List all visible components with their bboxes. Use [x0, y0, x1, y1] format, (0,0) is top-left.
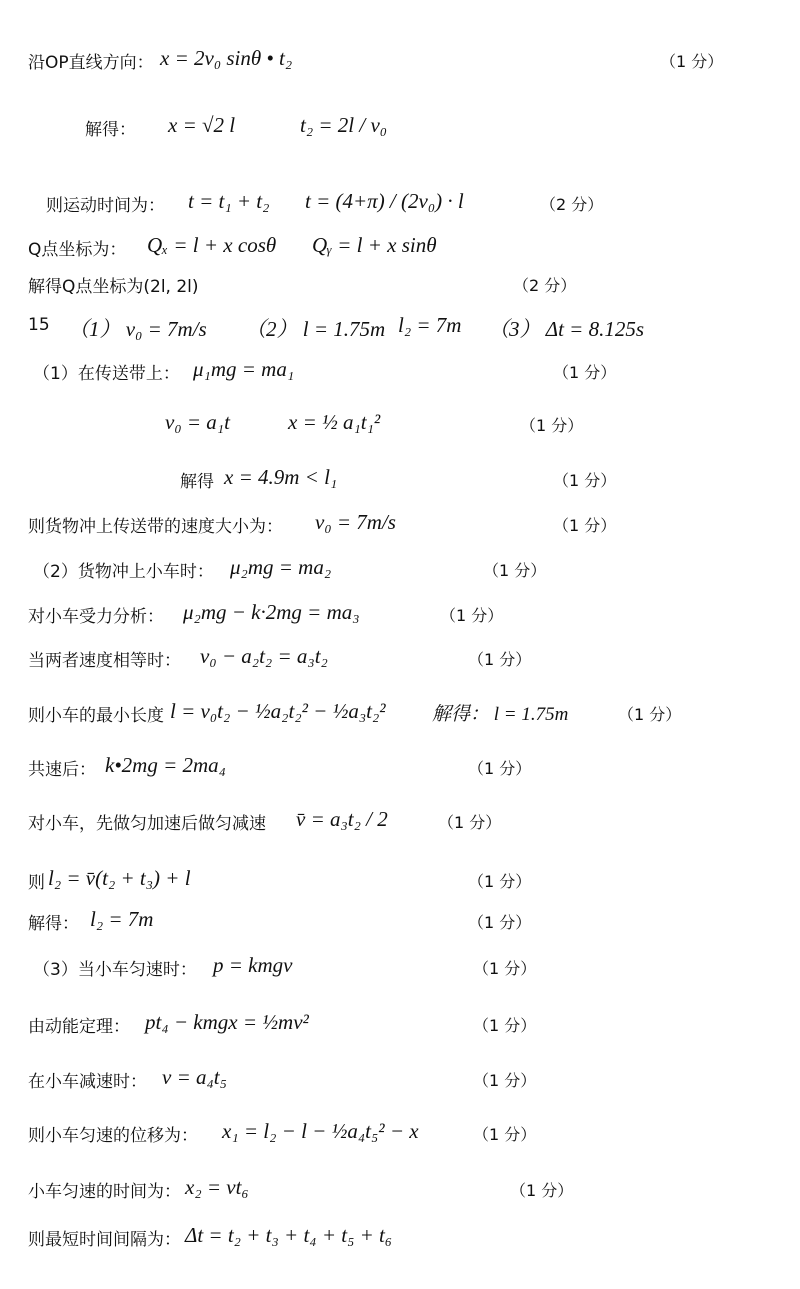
line-label: 则	[28, 873, 45, 893]
line-label: 对小车，先做匀加速后做匀减速	[28, 814, 266, 834]
equation: x = ½ a₁t₁²	[288, 410, 381, 434]
line-label: 对小车受力分析：	[28, 607, 164, 627]
equation: p = kmgv	[213, 953, 293, 977]
solution-line	[0, 746, 800, 786]
equation: x = 2v₀ sinθ • t₂	[160, 46, 293, 70]
equation: x = 4.9m < l₁	[224, 465, 338, 489]
equation: x₁ = l₂ − l − ½a₄t₅² − x	[222, 1119, 419, 1143]
solution-line	[0, 1168, 800, 1208]
equation: pt₄ − kmgx = ½mv²	[145, 1010, 309, 1034]
equation: Δt = t₂ + t₃ + t₄ + t₅ + t₆	[185, 1223, 393, 1247]
score: （1 分）	[520, 416, 584, 435]
answer: （3） Δt = 8.125s	[488, 317, 645, 341]
line-label: （2）货物冲上小车时：	[33, 562, 214, 582]
line-label: 则小车的最小长度	[28, 706, 164, 726]
solution-line	[0, 900, 800, 940]
line-label: 小车匀速的时间为：	[28, 1182, 181, 1202]
equation: Qᵧ = l + x sinθ	[312, 233, 437, 257]
line-label: 解得Q点坐标为(2l, 2l)	[28, 277, 199, 297]
score: （1 分）	[483, 561, 547, 580]
score: （1 分）	[553, 471, 617, 490]
equation: l₂ = 7m	[90, 907, 154, 931]
answer: （1） v₀ = 7m/s	[68, 317, 207, 341]
equation: l = v₀t₂ − ½a₂t₂² − ½a₃t₂²	[170, 699, 386, 723]
equation: v = a₄t₅	[162, 1065, 227, 1089]
score: （1 分）	[618, 705, 682, 724]
result: 解得： l = 1.75m	[432, 704, 569, 725]
equation: l₂ = v̄(t₂ + t₃) + l	[48, 866, 191, 890]
score: （1 分）	[660, 52, 724, 71]
equation: x = √2 l	[168, 113, 236, 137]
score: （1 分）	[510, 1181, 574, 1200]
equation: μ₁mg = ma₁	[193, 357, 295, 381]
score: （1 分）	[468, 650, 532, 669]
equation: v₀ − a₂t₂ = a₃t₂	[200, 644, 328, 668]
solution-line	[0, 1112, 800, 1152]
line-label: 在小车减速时：	[28, 1072, 147, 1092]
line-label: 共速后：	[28, 760, 96, 780]
solution-line	[0, 105, 800, 145]
line-label: 则小车匀速的位移为：	[28, 1126, 198, 1146]
equation: t = t₁ + t₂	[188, 189, 270, 213]
solution-line	[0, 692, 800, 732]
solution-line	[0, 503, 800, 543]
line-label: 则货物冲上传送带的速度大小为：	[28, 517, 283, 537]
solution-line	[0, 226, 800, 266]
score: （1 分）	[553, 363, 617, 382]
solution-line	[0, 1003, 800, 1043]
equation: Qₓ = l + x cosθ	[147, 233, 277, 257]
score: （1 分）	[473, 959, 537, 978]
equation: v₀ = 7m/s	[315, 510, 396, 534]
line-label: Q点坐标为：	[28, 240, 127, 260]
answer: （2） l = 1.75m	[245, 317, 386, 341]
score: （1 分）	[468, 913, 532, 932]
solution-line	[0, 403, 800, 443]
score: （1 分）	[440, 606, 504, 625]
equation: v̄ = a₃t₂ / 2	[296, 807, 388, 831]
solution-line	[0, 263, 800, 303]
solution-line	[0, 1058, 800, 1098]
solution-line	[0, 800, 800, 840]
line-label: 解得	[180, 472, 214, 492]
solution-line	[0, 42, 800, 82]
solution-line	[0, 859, 800, 899]
equation: t = (4+π) / (2v₀) · l	[305, 189, 464, 213]
line-label: 则运动时间为：	[46, 196, 165, 216]
line-label: 解得：	[28, 914, 79, 934]
equation: v₀ = a₁t	[165, 410, 230, 434]
solution-line	[0, 593, 800, 633]
score: （1 分）	[468, 759, 532, 778]
equation: μ₂mg = ma₂	[230, 555, 332, 579]
solution-line	[0, 946, 800, 986]
solution-line	[0, 306, 800, 346]
score: （1 分）	[438, 813, 502, 832]
score: （2 分）	[513, 276, 577, 295]
solution-line	[0, 1216, 800, 1256]
line-label: 解得：	[85, 120, 136, 140]
score: （1 分）	[473, 1016, 537, 1035]
equation: x₂ = vt₆	[185, 1175, 249, 1199]
answer: l₂ = 7m	[398, 313, 462, 337]
solution-line	[0, 637, 800, 677]
solution-line	[0, 350, 800, 390]
equation: k•2mg = 2ma₄	[105, 753, 226, 777]
line-label: （3）当小车匀速时：	[33, 960, 197, 980]
score: （1 分）	[473, 1125, 537, 1144]
line-label: 由动能定理：	[28, 1017, 130, 1037]
question-number: 15	[28, 315, 50, 335]
score: （2 分）	[540, 195, 604, 214]
solution-line	[0, 458, 800, 498]
solution-line	[0, 548, 800, 588]
line-label: 当两者速度相等时：	[28, 651, 181, 671]
line-label: （1）在传送带上：	[33, 364, 180, 384]
line-label: 沿OP直线方向：	[28, 53, 154, 73]
line-label: 则最短时间间隔为：	[28, 1230, 181, 1250]
score: （1 分）	[473, 1071, 537, 1090]
equation: t₂ = 2l / v₀	[300, 113, 388, 137]
solution-line	[0, 181, 800, 221]
equation: μ₂mg − k·2mg = ma₃	[183, 600, 360, 624]
score: （1 分）	[553, 516, 617, 535]
score: （1 分）	[468, 872, 532, 891]
